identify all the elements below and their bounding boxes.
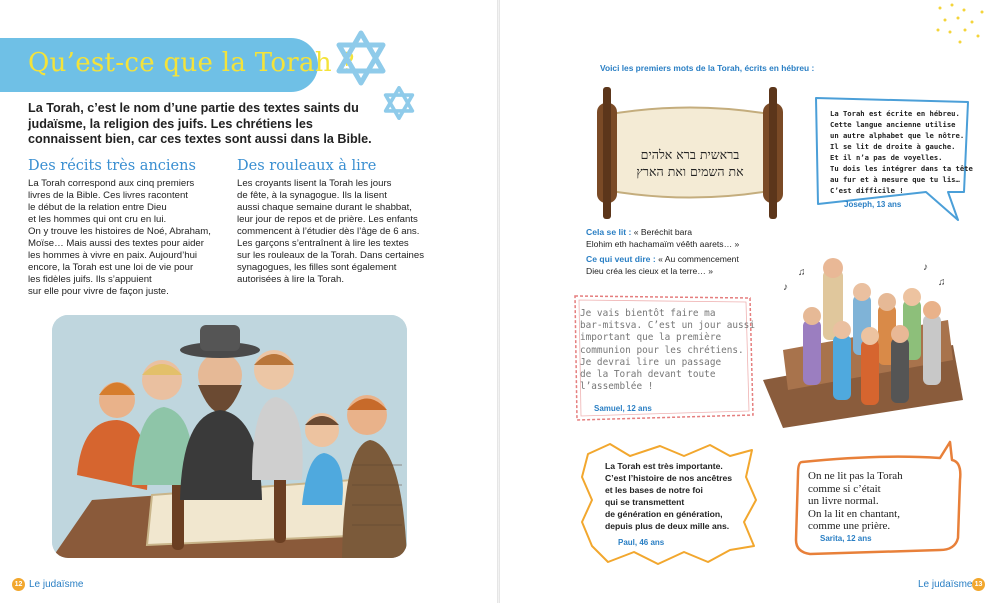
quote-line: Je vais bientôt faire ma (580, 308, 716, 319)
quote-line: qui se transmettent (605, 497, 685, 507)
read-label: Cela se lit : (586, 227, 632, 237)
section-title: Des rouleaux à lire (237, 158, 377, 174)
meaning-text: Dieu créa les cieux et la terre… » (586, 265, 714, 276)
text-line: le début de la relation entre Dieu (28, 202, 167, 213)
svg-text:♫: ♫ (938, 277, 946, 288)
quote-line: important que la première (580, 332, 722, 344)
quote-line: bar-mitsva. C’est un jour aussi (580, 320, 755, 332)
section-text (28, 178, 228, 298)
reading-transliteration (586, 227, 776, 250)
quote-line: comme une prière. (808, 520, 891, 532)
quote-author: Samuel, 12 ans (594, 404, 652, 413)
text-line: sur les rouleaux de la Torah. Dans certaines (237, 250, 425, 261)
page-fold (497, 0, 500, 603)
quote-line: C’est l’histoire de nos ancêtres (605, 473, 733, 483)
quote-line: La Torah est écrite en hébreu. (830, 109, 960, 118)
quote-line: de la Torah devant toute (580, 369, 716, 381)
quote-author: Paul, 46 ans (618, 538, 665, 547)
quote-line: comme si c’était (808, 482, 881, 495)
meaning-text: « Au commencement (658, 254, 739, 264)
text-line: leur jour de repos et de prière. Les enfants (237, 214, 418, 225)
text-line: sur elle pour vivre de façon juste. (28, 286, 169, 297)
quote-line: Je devrai lire un passage (580, 356, 722, 368)
hebrew-text (608, 146, 772, 180)
text-line: synagogues, les filles sont également (237, 262, 397, 273)
text-line: les fidèles juifs. Ils s’appuient (28, 274, 152, 285)
text-line: Moïse… Mais aussi des textes pour aider (28, 238, 204, 249)
meaning-label: Ce qui veut dire : (586, 254, 656, 264)
quote-line: un livre normal. (808, 495, 879, 507)
hebrew-line: בראשית ברא אלהים (640, 147, 740, 162)
quote-author: Sarita, 12 ans (820, 534, 872, 543)
hebrew-line: את השמים ואת הארץ (636, 164, 744, 179)
quote-text (830, 108, 973, 196)
quote-line: C’est difficile ! (830, 186, 904, 195)
intro-paragraph: La Torah, c’est le nom d’une partie des textes saints du judaïsme, la religion des juifs. Les chrétiens les connaissent bien, car ces textes sont aussi dans la Bible. (28, 101, 372, 146)
quote-line: au fur et à mesure que tu lis… (830, 175, 960, 184)
text-line: Les garçons s’entraînent à lire les textes (237, 238, 409, 249)
text-line: Les croyants lisent la Torah les jours (237, 178, 392, 189)
text-line: commencent à l’étudier dès l’âge de 6 ans. (237, 226, 420, 237)
text-line: de fête, à la synagogue. Ils la lisent (237, 190, 387, 201)
torah-study-illustration (52, 315, 407, 558)
star-of-david-icon (382, 86, 416, 120)
svg-text:♫: ♫ (798, 267, 806, 278)
quote-line: Il se lit de droite à gauche. (830, 142, 956, 151)
hebrew-intro: Voici les premiers mots de la Torah, écrits en hébreu : (600, 63, 815, 73)
quote-text (580, 308, 755, 393)
quote-line: communion pour les chrétiens. (580, 344, 744, 356)
quote-line: l’assemblée ! (580, 381, 654, 393)
read-text: « Beréchit bara (633, 227, 693, 237)
page-title: Qu’est-ce que la Torah ? (28, 48, 355, 78)
quote-line: un autre alphabet que le nôtre. (830, 131, 965, 140)
quote-line: On ne lit pas la Torah (808, 470, 903, 482)
text-line: aussi chaque semaine durant le shabbat, (237, 202, 412, 213)
quote-text (605, 460, 732, 532)
svg-text:♪: ♪ (783, 282, 788, 293)
synagogue-illustration (763, 250, 963, 430)
quote-line: On la lit en chantant, (808, 507, 900, 520)
text-line: les hommes à vivre en paix. Aujourd’hui (28, 250, 198, 261)
text-line: On y trouve les histoires de Noé, Abraham, (28, 226, 211, 237)
quote-line: Et il n’a pas de voyelles. (830, 153, 943, 162)
section-text (237, 178, 427, 286)
footer-label: Le judaïsme (29, 579, 84, 590)
page-number: 12 (12, 578, 25, 591)
svg-text:♪: ♪ (923, 262, 928, 273)
quote-line: La Torah est très importante. (605, 461, 723, 471)
text-line: et les hommes qui ont cru en lui. (28, 214, 167, 225)
quote-line: de génération en génération, (605, 509, 723, 519)
section-title: Des récits très anciens (28, 158, 196, 174)
text-line: autorisées à lire la Torah. (237, 274, 345, 285)
text-line: La Torah correspond aux cinq premiers (28, 178, 195, 189)
footer-label: Le judaïsme (918, 579, 973, 590)
quote-author: Joseph, 13 ans (844, 200, 902, 209)
decorative-dots (930, 0, 990, 50)
reading-meaning (586, 254, 776, 277)
quote-line: et les bases de notre foi (605, 485, 703, 495)
page-number: 13 (972, 578, 985, 591)
text-line: encore, la Torah est une loi de vie pour (28, 262, 194, 273)
quote-line: depuis plus de deux mille ans. (605, 521, 730, 531)
quote-line: Cette langue ancienne utilise (830, 120, 956, 129)
read-text: Elohim eth hachamaïm véêth aarets… » (586, 238, 740, 249)
quote-text (808, 470, 903, 533)
text-line: livres de la Bible. Ces livres racontent (28, 190, 188, 201)
star-of-david-icon (333, 30, 389, 86)
quote-line: Tu dois les intégrer dans ta tête (830, 164, 973, 173)
